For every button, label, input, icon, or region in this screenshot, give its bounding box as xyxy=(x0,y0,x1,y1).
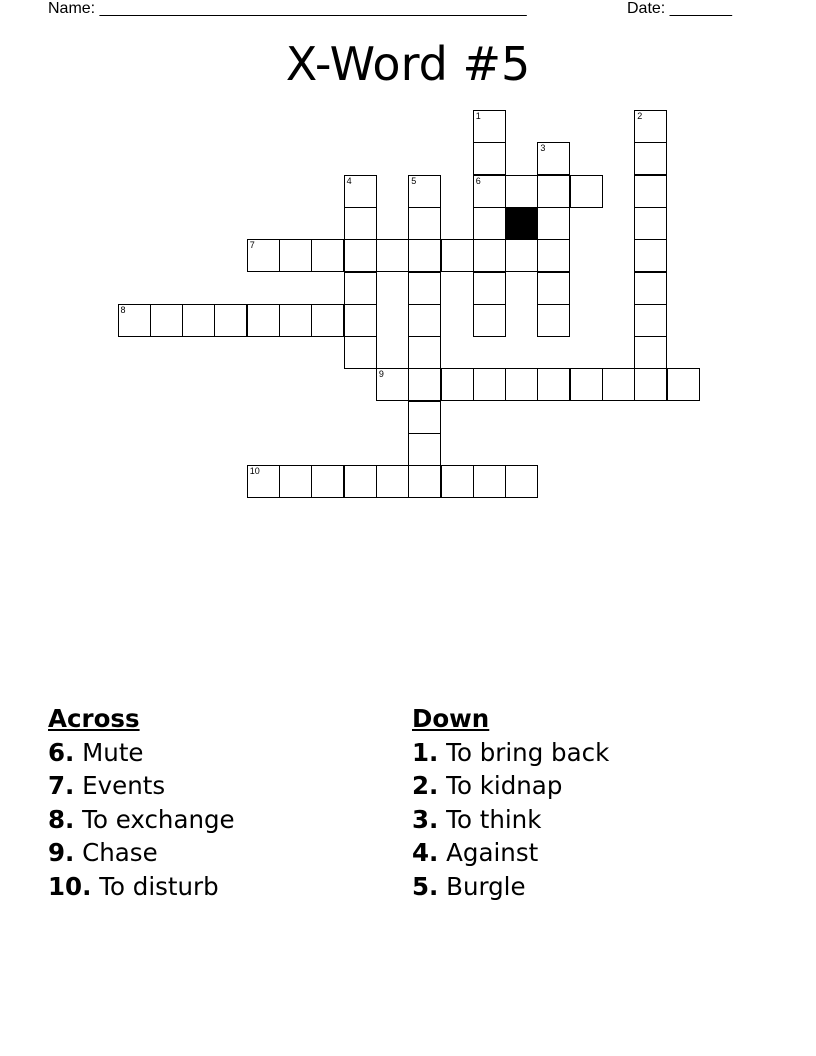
grid-cell[interactable] xyxy=(473,272,506,305)
grid-cell[interactable] xyxy=(118,304,151,337)
grid-cell[interactable] xyxy=(473,239,506,272)
grid-cell[interactable] xyxy=(182,304,215,337)
grid-cell[interactable] xyxy=(408,336,441,369)
clue-across xyxy=(48,803,235,837)
clue-number: 3. xyxy=(412,804,439,834)
grid-cell[interactable] xyxy=(344,239,377,272)
grid-cell[interactable] xyxy=(247,239,280,272)
clue-across xyxy=(48,836,235,870)
grid-cell[interactable] xyxy=(408,272,441,305)
clue-text: To kidnap xyxy=(446,771,563,800)
page-title: X-Word #5 xyxy=(285,37,531,91)
grid-cell[interactable] xyxy=(634,239,667,272)
clue-number-label: 9 xyxy=(378,369,384,380)
clue-number: 7. xyxy=(48,771,75,800)
down-heading: Down xyxy=(412,704,490,733)
grid-cell[interactable] xyxy=(214,304,247,337)
grid-cell[interactable] xyxy=(279,304,312,337)
clue-number-label: 3 xyxy=(540,143,546,154)
grid-cell[interactable] xyxy=(537,272,570,305)
down-clues xyxy=(412,702,609,903)
clue-across xyxy=(48,769,235,803)
clue-text: To disturb xyxy=(99,871,219,901)
grid-cell[interactable] xyxy=(408,304,441,337)
grid-cell[interactable] xyxy=(537,239,570,272)
grid-cell[interactable] xyxy=(311,465,344,498)
grid-cell[interactable] xyxy=(634,272,667,305)
clue-number: 8. xyxy=(48,804,75,834)
clue-number-label: 10 xyxy=(249,466,260,477)
grid-cell[interactable] xyxy=(408,239,441,272)
grid-cell[interactable] xyxy=(344,207,377,240)
grid-cell[interactable] xyxy=(505,368,538,401)
grid-cell[interactable] xyxy=(311,304,344,337)
grid-cell[interactable] xyxy=(344,304,377,337)
grid-cell[interactable] xyxy=(150,304,183,337)
grid-cell[interactable] xyxy=(279,239,312,272)
grid-cell[interactable] xyxy=(344,465,377,498)
grid-cell[interactable] xyxy=(441,465,474,498)
grid-cell[interactable] xyxy=(634,175,667,208)
grid-cell[interactable] xyxy=(505,465,538,498)
grid-cell[interactable] xyxy=(441,239,474,272)
clue-number-label: 6 xyxy=(475,175,481,186)
grid-cell[interactable] xyxy=(634,142,667,175)
grid-cell[interactable] xyxy=(634,110,667,143)
grid-cell[interactable] xyxy=(634,336,667,369)
grid-cell[interactable] xyxy=(505,175,538,208)
grid-cell[interactable] xyxy=(279,465,312,498)
clue-number: 2. xyxy=(412,771,439,800)
across-clues xyxy=(48,702,235,903)
clue-across xyxy=(48,870,235,904)
grid-cell[interactable] xyxy=(634,207,667,240)
name-field-label: Name: ________________________________________________ xyxy=(48,0,527,17)
clue-text: Burgle xyxy=(446,871,526,901)
grid-cell[interactable] xyxy=(376,465,409,498)
grid-cell[interactable] xyxy=(537,142,570,175)
grid-cell[interactable] xyxy=(537,304,570,337)
clue-text: To think xyxy=(446,804,542,834)
grid-cell[interactable] xyxy=(537,368,570,401)
grid-cell[interactable] xyxy=(344,272,377,305)
clue-text: To bring back xyxy=(446,737,610,767)
grid-cell[interactable] xyxy=(505,239,538,272)
grid-cell[interactable] xyxy=(667,368,700,401)
grid-cell[interactable] xyxy=(473,110,506,143)
clue-text: Mute xyxy=(82,737,144,767)
grid-cell[interactable] xyxy=(473,368,506,401)
grid-cell[interactable] xyxy=(473,465,506,498)
clue-across xyxy=(48,736,235,770)
grid-cell[interactable] xyxy=(311,239,344,272)
grid-cell[interactable] xyxy=(344,336,377,369)
grid-cell[interactable] xyxy=(537,207,570,240)
grid-cell[interactable] xyxy=(634,368,667,401)
across-heading: Across xyxy=(48,704,140,733)
clue-text: Events xyxy=(82,771,166,800)
grid-cell[interactable] xyxy=(537,175,570,208)
grid-cell[interactable] xyxy=(408,175,441,208)
clue-number-label: 7 xyxy=(249,240,255,251)
clue-number-label: 4 xyxy=(346,175,352,186)
grid-cell[interactable] xyxy=(570,368,603,401)
clue-number: 5. xyxy=(412,871,439,901)
clue-text: To exchange xyxy=(82,804,235,834)
grid-cell[interactable] xyxy=(376,239,409,272)
grid-cell[interactable] xyxy=(247,465,280,498)
clue-down xyxy=(412,870,609,904)
clue-text: Chase xyxy=(82,838,158,867)
grid-cell[interactable] xyxy=(473,175,506,208)
grid-cell[interactable] xyxy=(408,401,441,434)
grid-cell[interactable] xyxy=(473,142,506,175)
clue-number: 9. xyxy=(48,838,75,867)
grid-cell[interactable] xyxy=(408,207,441,240)
grid-cell[interactable] xyxy=(408,368,441,401)
clue-number-label: 1 xyxy=(475,111,481,121)
grid-cell[interactable] xyxy=(247,304,280,337)
clue-number-label: 8 xyxy=(120,304,126,315)
grid-cell[interactable] xyxy=(408,465,441,498)
grid-cell[interactable] xyxy=(602,368,635,401)
clue-down xyxy=(412,769,609,803)
clue-number-label: 2 xyxy=(637,111,643,121)
date-field-label: Date: _______ xyxy=(627,0,732,17)
grid-cell[interactable] xyxy=(376,368,409,401)
clue-down xyxy=(412,803,609,837)
grid-cell[interactable] xyxy=(570,175,603,208)
grid-cell[interactable] xyxy=(473,304,506,337)
clue-number: 4. xyxy=(412,838,439,867)
clue-down xyxy=(412,736,609,770)
clue-number-label: 5 xyxy=(411,175,417,186)
grid-cell[interactable] xyxy=(634,304,667,337)
grid-cell[interactable] xyxy=(344,175,377,208)
black-square xyxy=(505,207,538,240)
clue-number: 1. xyxy=(412,737,439,767)
grid-cell[interactable] xyxy=(473,207,506,240)
crossword-grid xyxy=(0,0,816,520)
clue-down xyxy=(412,836,609,870)
grid-cell[interactable] xyxy=(408,433,441,466)
clue-text: Against xyxy=(446,838,539,867)
grid-cell[interactable] xyxy=(441,368,474,401)
clue-number: 10. xyxy=(48,871,92,901)
clue-number: 6. xyxy=(48,737,75,767)
